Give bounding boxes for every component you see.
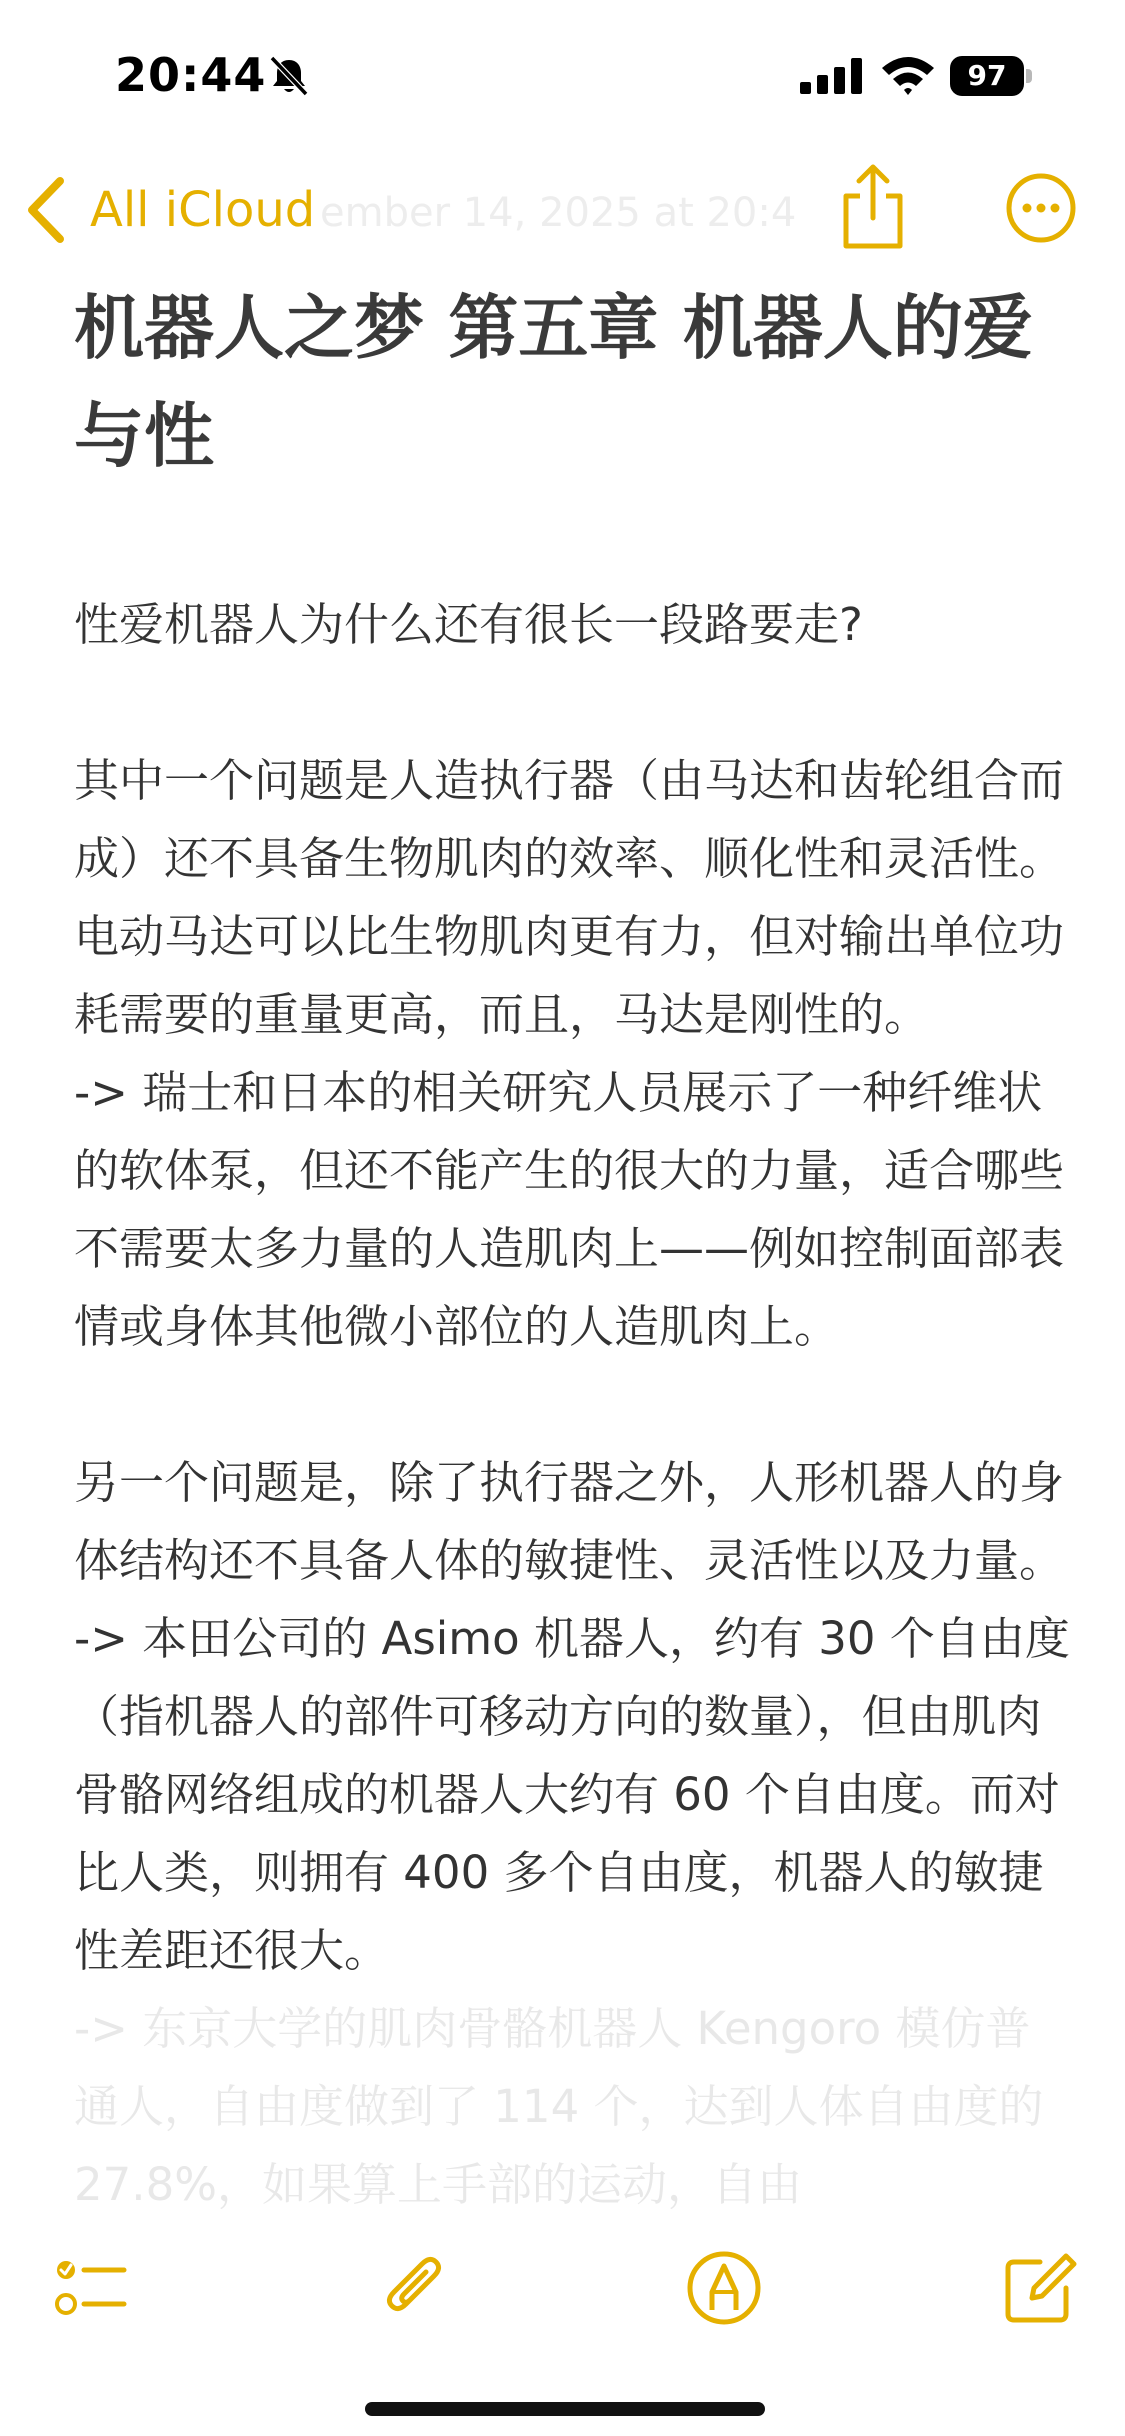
- chevron-left-icon: [24, 175, 68, 245]
- status-bar: [0, 0, 1125, 150]
- note-paragraph[interactable]: 性爱机器人为什么还有很长一段路要走?: [74, 598, 863, 651]
- battery-level: 97: [967, 59, 1007, 92]
- markup-pen-icon[interactable]: [684, 2248, 764, 2328]
- note-paragraph[interactable]: -> 本田公司的 Asimo 机器人，约有 30 个自由度（指机器人的部件可移动方向的数量），但由肌肉骨骼网络组成的机器人大约有 60 个自由度。而对比人类，则拥有 400 多个自由度，机器人的敏捷性差距还很大。: [74, 1612, 1070, 1977]
- note-title[interactable]: 机器人之梦 第五章 机器人的爱与性: [74, 287, 1033, 477]
- note-content[interactable]: [74, 270, 1074, 2224]
- checklist-icon[interactable]: [52, 2248, 132, 2328]
- home-indicator[interactable]: [365, 2402, 765, 2416]
- note-paragraph-faded[interactable]: -> 东京大学的肌肉骨骼机器人 Kengoro 模仿普通人，自由度做到了 114 个，达到人体自由度的 27.8%，如果算上手部的运动，自由: [74, 2002, 1044, 2211]
- share-icon[interactable]: [838, 162, 908, 252]
- note-paragraph[interactable]: 另一个问题是，除了执行器之外，人形机器人的身体结构还不具备人体的敏捷性、灵活性以及力量。: [74, 1456, 1065, 1587]
- bottom-toolbar: [0, 2230, 1125, 2350]
- blank-line: [74, 1366, 1074, 1444]
- cellular-signal-icon: [800, 58, 864, 94]
- blank-line: [74, 664, 1074, 742]
- more-options-icon[interactable]: [1005, 172, 1077, 244]
- nav-bar: [0, 150, 1125, 270]
- note-body[interactable]: [74, 586, 1074, 2224]
- back-button[interactable]: [24, 170, 315, 250]
- note-date-faded: ember 14, 2025 at 20:4: [320, 190, 797, 236]
- wifi-icon: [880, 54, 936, 96]
- battery-indicator: [950, 56, 1032, 96]
- back-label: All iCloud: [90, 182, 316, 238]
- status-time: 20:44: [115, 48, 267, 102]
- paperclip-icon[interactable]: [376, 2248, 456, 2328]
- note-paragraph[interactable]: 其中一个问题是人造执行器（由马达和齿轮组合而成）还不具备生物肌肉的效率、顺化性和灵活性。电动马达可以比生物肌肉更有力，但对输出单位功耗需要的重量更高，而且，马达是刚性的。: [74, 754, 1065, 1041]
- compose-icon[interactable]: [1000, 2248, 1080, 2328]
- bell-slash-icon: [268, 56, 310, 96]
- note-paragraph[interactable]: -> 瑞士和日本的相关研究人员展示了一种纤维状的软体泵，但还不能产生的很大的力量，适合哪些不需要太多力量的人造肌肉上——例如控制面部表情或身体其他微小部位的人造肌肉上。: [74, 1066, 1065, 1353]
